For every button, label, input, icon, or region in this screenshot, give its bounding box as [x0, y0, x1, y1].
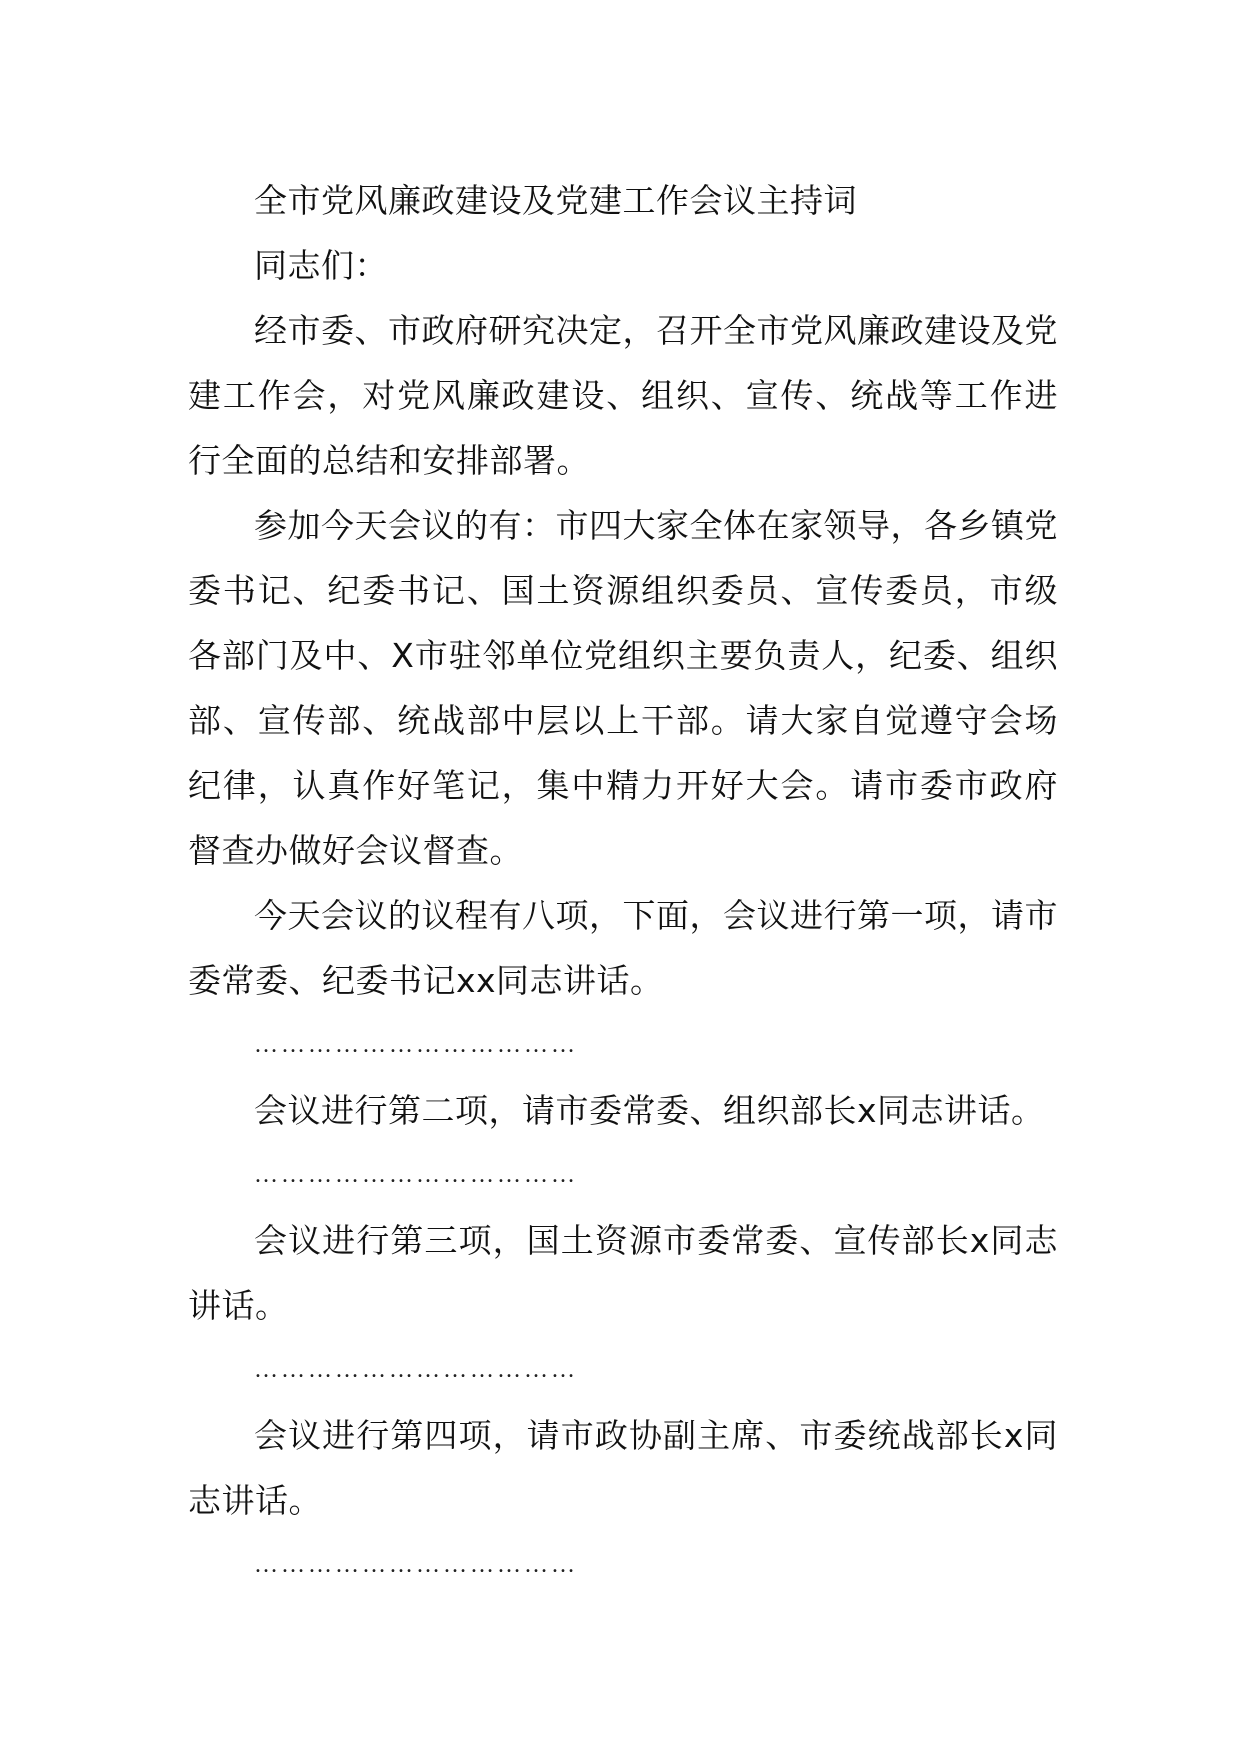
ellipsis-separator: ……………………………… — [254, 1552, 578, 1578]
paragraph-attendees: 参加今天会议的有：市四大家全体在家领导，各乡镇党委书记、纪委书记、国土资源组织委员、宣传委员，市级各部门及中、X市驻邻单位党组织主要负责人，纪委、组织部、宣传部、统战部中层以上干部。请大家自觉遵守会场纪律，认真作好笔记，集中精力开好大会。请市委市政府督查办做好会议督查。 — [188, 506, 1058, 870]
paragraph-agenda-item-3: 会议进行第三项，国土资源市委常委、宣传部长x同志讲话。 — [188, 1221, 1058, 1325]
document-body — [188, 168, 1058, 1598]
paragraph-agenda-item-4: 会议进行第四项，请市政协副主席、市委统战部长x同志讲话。 — [188, 1416, 1058, 1520]
ellipsis-separator: ……………………………… — [254, 1032, 578, 1058]
greeting: 同志们： — [254, 246, 388, 285]
document-title: 全市党风廉政建设及党建工作会议主持词 — [254, 181, 857, 220]
paragraph-agenda-item-1: 今天会议的议程有八项，下面，会议进行第一项，请市委常委、纪委书记xx同志讲话。 — [188, 896, 1058, 1000]
paragraph-meeting-purpose: 经市委、市政府研究决定，召开全市党风廉政建设及党建工作会，对党风廉政建设、组织、宣传、统战等工作进行全面的总结和安排部署。 — [188, 311, 1058, 480]
ellipsis-separator: ……………………………… — [254, 1357, 578, 1383]
ellipsis-separator: ……………………………… — [254, 1162, 578, 1188]
paragraph-agenda-item-2: 会议进行第二项，请市委常委、组织部长x同志讲话。 — [254, 1091, 1045, 1130]
